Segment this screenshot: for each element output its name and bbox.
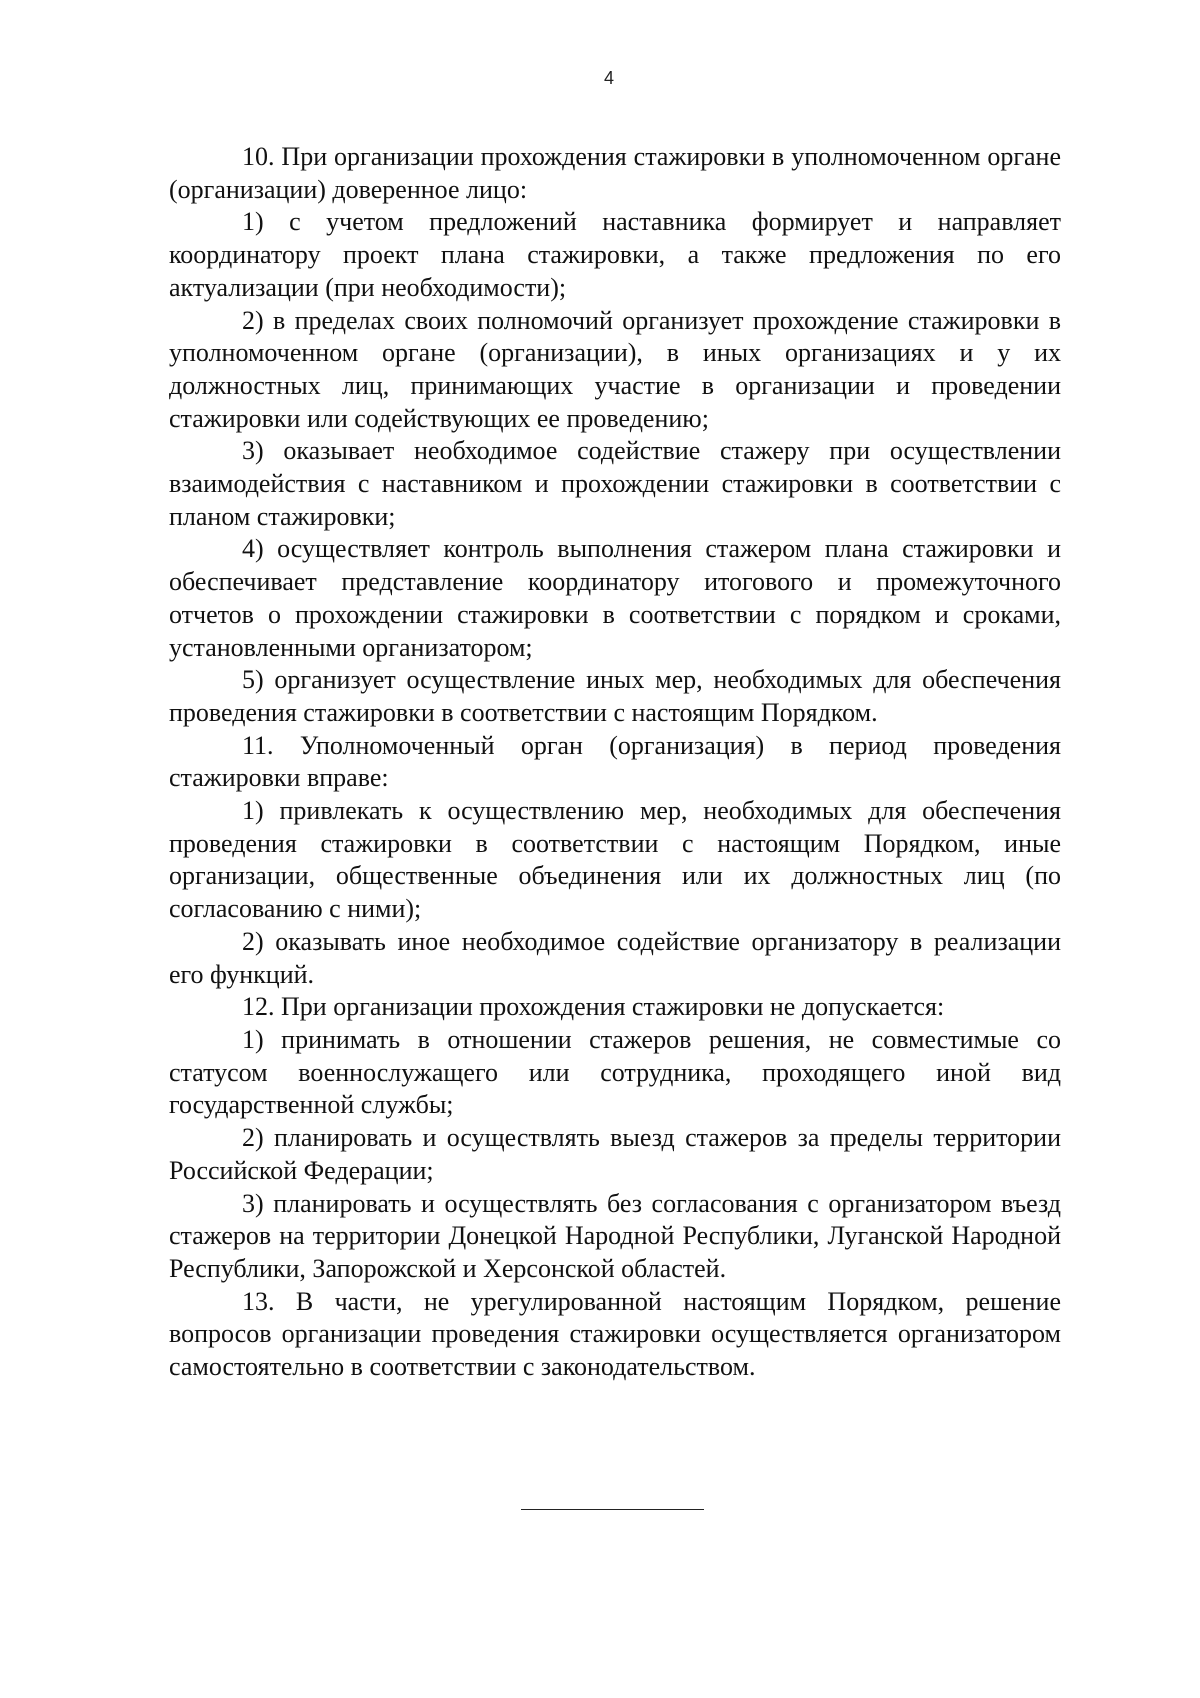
paragraph-12-item-2: 2) планировать и осуществлять выезд стажеров за пределы территории Российской Федерации; <box>169 1123 1061 1185</box>
paragraph-11-intro: 11. Уполномоченный орган (организация) в период проведения стажировки вправе: <box>169 730 1061 793</box>
paragraph-13: 13. В части, не урегулированной настоящим Порядком, решение вопросов организации проведения стажировки осуществляется организатором самостоятельно в соответствии с законодательством. <box>169 1286 1061 1382</box>
paragraph-12-intro: 12. При организации прохождения стажировки не допускается: <box>242 992 945 1022</box>
paragraph-10-item-1: 1) с учетом предложений наставника формирует и направляет координатору проект плана стажировки, а также предложения по его актуализации (при необходимости); <box>169 207 1061 302</box>
end-divider-line <box>521 1509 704 1510</box>
paragraph-12-item-1: 1) принимать в отношении стажеров решения, не совместимые со статусом военнослужащего или сотрудника, проходящего иной вид государственной службы; <box>169 1024 1061 1120</box>
paragraph-10-item-2: 2) в пределах своих полномочий организует прохождение стажировки в уполномоченном органе (организации), в иных организациях и у их должностных лиц, принимающих участие в организации и проведении стажировки или содействующих ее проведению; <box>169 305 1061 433</box>
paragraph-10-item-5: 5) организует осуществление иных мер, необходимых для обеспечения проведения стажировки в соответствии с настоящим Порядком. <box>169 665 1061 727</box>
paragraph-10-item-4: 4) осуществляет контроль выполнения стажером плана стажировки и обеспечивает представление координатору итогового и промежуточного отчетов о прохождении стажировки в соответствии с порядком и сроками, установленными организатором; <box>169 534 1061 662</box>
page-number: 4 <box>603 68 614 88</box>
paragraph-11-item-1: 1) привлекать к осуществлению мер, необходимых для обеспечения проведения стажировки в соответствии с настоящим Порядком, иные организации, общественные объединения или их должностных лиц (по согласованию с ними); <box>169 796 1061 924</box>
paragraph-10-intro: 10. При организации прохождения стажировки в уполномоченном органе (организации) доверенное лицо: <box>169 142 1061 204</box>
paragraph-10-item-3: 3) оказывает необходимое содействие стажеру при осуществлении взаимодействия с наставником и прохождении стажировки в соответствии с планом стажировки; <box>169 436 1061 531</box>
paragraph-12-item-3: 3) планировать и осуществлять без согласования с организатором въезд стажеров на территории Донецкой Народной Республики, Луганской Народной Республики, Запорожской и Херсонской областей. <box>169 1188 1061 1283</box>
paragraph-11-item-2: 2) оказывать иное необходимое содействие организатору в реализации его функций. <box>169 926 1061 989</box>
document-body <box>169 141 1061 1384</box>
